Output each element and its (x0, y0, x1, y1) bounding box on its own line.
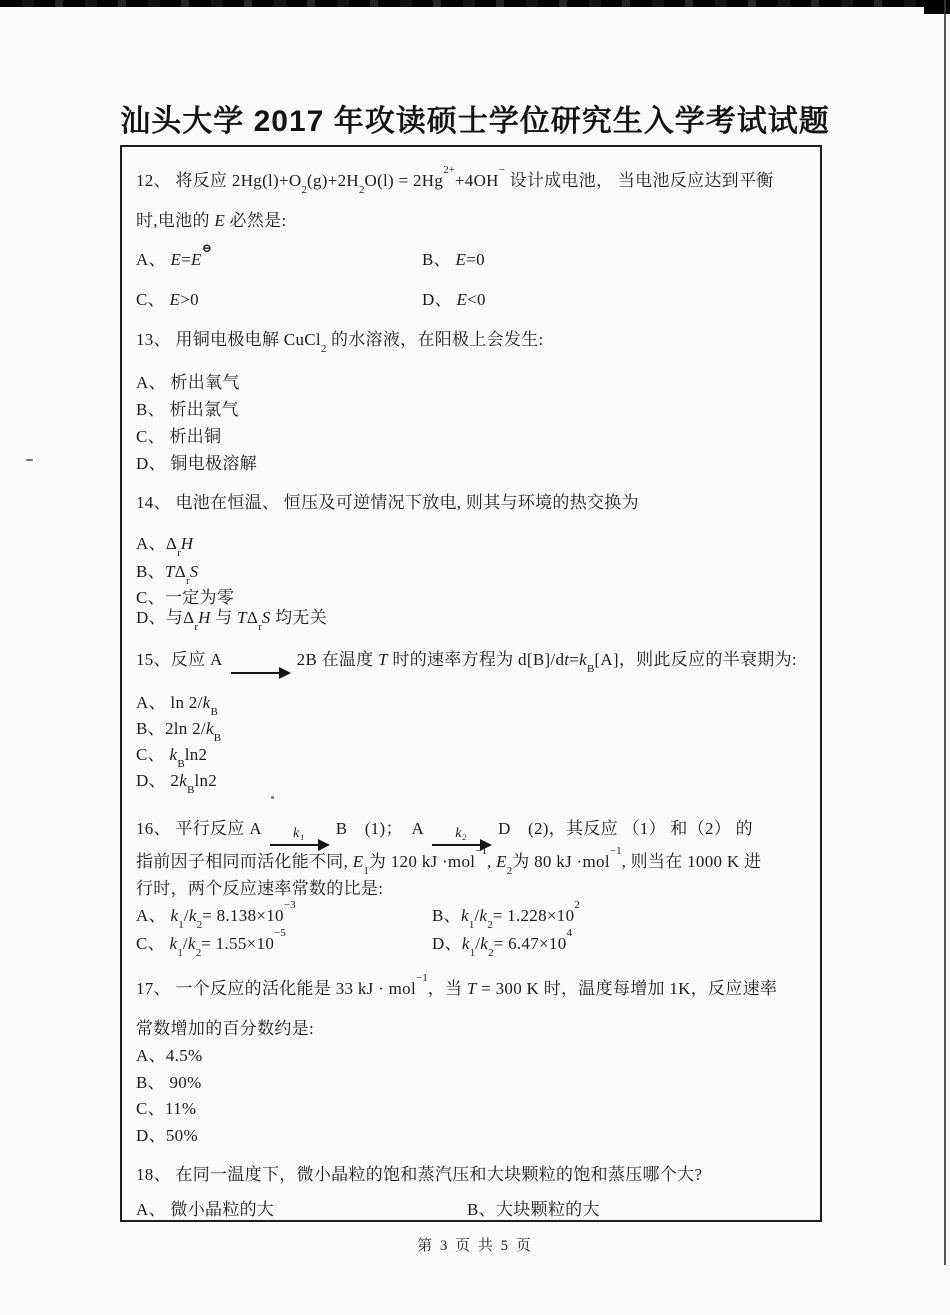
reaction-arrow-icon: k₂ (432, 827, 490, 849)
q15-option-d: D、 $2k_B\ln 2$ (136, 771, 218, 797)
q15-option-c: C、 $k_B\ln 2$ (136, 745, 208, 771)
scan-artifact-right-edge (944, 0, 946, 1265)
q17-option-a: A、4.5% (136, 1046, 203, 1065)
q16-stem-line-2: 指前因子相同而活化能不同, $E_1$为 120 kJ ·mol$^{-1}$, $E_2$为 80 kJ ·mol$^{-1}$, 则当在 1000 K 进 (136, 845, 762, 878)
q17-option-c: C、11% (136, 1099, 197, 1118)
q14-option-b: B、$T\Delta_rS$ (136, 562, 199, 588)
q13-option-a: A、 析出氧气 (136, 373, 240, 392)
q13-option-d: D、 铜电极溶解 (136, 454, 257, 473)
q14-option-a: A、$\Delta_rH$ (136, 534, 194, 560)
scan-speck (26, 459, 33, 461)
page-title: 汕头大学 2017 年攻读硕士学位研究生入学考试试题 (120, 105, 830, 138)
q13-option-b: B、 析出氯气 (136, 400, 239, 419)
q12-option-c: C、 E>0 (136, 290, 199, 309)
q15-stem: 15、反应 A 2B 在温度 T 时的速率方程为 $d[B]/dt=k_B[A]$，则此反应的半衰期为: (136, 650, 797, 676)
q17-stem-line-1: 17、 一个反应的活化能是 33 kJ · mol$^{-1}$，当 T = 300 K 时，温度每增加 1K，反应速率 (136, 972, 778, 998)
q12-stem-line-1: 12、 将反应 $2Hg(l)+O_2(g)+2H_2O(l) = 2Hg^{2+}+4OH^-$ 设计成电池， 当电池反应达到平衡 (136, 164, 774, 197)
q18-stem: 18、 在同一温度下，微小晶粒的饱和蒸汽压和大块颗粒的饱和蒸压哪个大? (136, 1165, 703, 1184)
q14-stem: 14、 电池在恒温、 恒压及可逆情况下放电, 则其与环境的热交换为 (136, 493, 639, 512)
q16-option-b: B、$k_1/k_2= 1.228\times 10^2$ (432, 899, 580, 932)
q16-option-a: A、 $k_1/k_2= 8.138\times 10^{-3}$ (136, 899, 296, 932)
q12-option-a: A、 E=E⊖ (136, 241, 212, 269)
reaction-arrow-icon (231, 668, 289, 677)
q16-option-d: D、$k_1/k_2= 6.47\times 10^4$ (432, 927, 573, 960)
q15-option-a: A、 $\ln 2/k_B$ (136, 693, 218, 719)
reaction-arrow-icon: k₁ (270, 827, 328, 849)
q16-stem-line-1: 16、 平行反应 A k₁ B (1)； A k₂ D (2)，其反应 （1） 和（2） 的 (136, 817, 753, 849)
q17-stem-line-2: 常数增加的百分数约是: (136, 1019, 315, 1038)
q12-option-b: B、 E=0 (422, 250, 485, 269)
q17-option-d: D、50% (136, 1126, 198, 1145)
q18-option-a: A、 微小晶粒的大 (136, 1200, 275, 1219)
q14-option-c: C、一定为零 (136, 588, 235, 607)
questions-border-box (120, 145, 822, 1222)
q16-stem-line-3: 行时，两个反应速率常数的比是: (136, 879, 384, 898)
q16-option-c: C、 $k_1/k_2= 1.55\times 10^{-5}$ (136, 927, 286, 960)
page-number-footer: 第 3 页 共 5 页 (417, 1238, 533, 1254)
q12-stem-line-2: 时,电池的 E 必然是: (136, 211, 287, 230)
q18-option-b: B、大块颗粒的大 (467, 1200, 600, 1219)
scan-artifact-top-edge (0, 0, 950, 7)
q17-option-b: B、 90% (136, 1073, 202, 1092)
q12-option-d: D、 E<0 (422, 290, 486, 309)
q13-stem: 13、 用铜电极电解 CuCl$_2$ 的水溶液，在阳极上会发生: (136, 330, 544, 356)
q13-option-c: C、 析出铜 (136, 427, 222, 446)
q14-option-d: D、与$\Delta_rH$ 与 $T\Delta_rS$ 均无关 (136, 608, 328, 634)
q15-option-b: B、2ln $2/k_B$ (136, 719, 222, 745)
